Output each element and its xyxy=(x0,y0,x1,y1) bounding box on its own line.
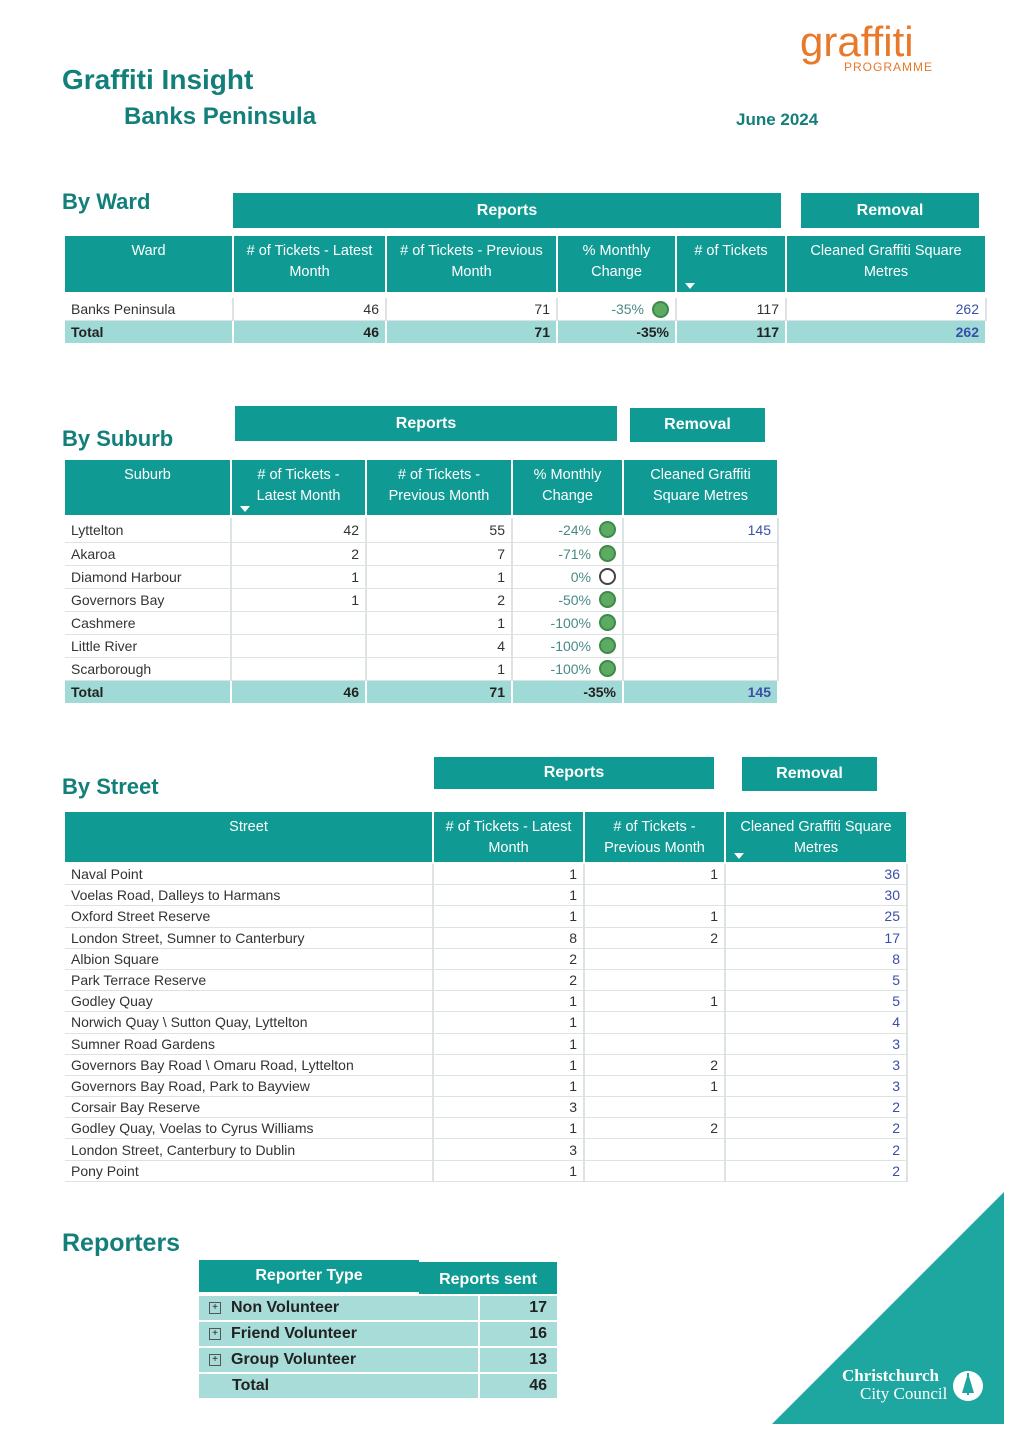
expand-icon[interactable]: + xyxy=(209,1302,221,1314)
cell-previous xyxy=(584,1160,725,1181)
sort-desc-icon xyxy=(240,506,250,512)
cell-change: -100% xyxy=(512,611,623,634)
table-row[interactable] xyxy=(65,1160,907,1181)
cell-change: -71% xyxy=(512,542,623,565)
table-row[interactable] xyxy=(65,991,907,1012)
table-row[interactable] xyxy=(65,1118,907,1139)
table-row[interactable] xyxy=(65,565,778,588)
col-header-cleaned[interactable]: Cleaned Graffiti Square Metres xyxy=(623,460,778,515)
total-latest: 46 xyxy=(231,680,366,703)
col-header-change[interactable]: % Monthly Change xyxy=(512,460,623,515)
street-name: Corsair Bay Reserve xyxy=(65,1097,433,1118)
council-name-line2: City Council xyxy=(860,1384,948,1403)
table-row[interactable] xyxy=(65,1012,907,1033)
table-row[interactable] xyxy=(65,864,907,885)
total-row xyxy=(199,1373,557,1399)
ward-removal-banner: Removal xyxy=(801,193,979,228)
cell-cleaned: 5 xyxy=(725,969,907,990)
expand-icon[interactable]: + xyxy=(209,1328,221,1340)
reporter-type: Friend Volunteer xyxy=(231,1325,357,1342)
col-header-street[interactable]: Street xyxy=(65,812,433,862)
cell-latest: 8 xyxy=(433,927,584,948)
suburb-name: Lyttelton xyxy=(65,518,231,542)
suburb-reports-banner: Reports xyxy=(235,406,617,441)
cell-previous xyxy=(584,885,725,906)
cell-cleaned: 5 xyxy=(725,991,907,1012)
col-header-tickets[interactable]: # of Tickets xyxy=(676,236,786,292)
cell-latest: 1 xyxy=(433,885,584,906)
street-name: Governors Bay Road, Park to Bayview xyxy=(65,1075,433,1096)
total-label: Total xyxy=(65,321,233,344)
cell-previous: 7 xyxy=(366,542,512,565)
graffiti-programme-logo xyxy=(800,20,940,74)
cell-previous: 2 xyxy=(584,927,725,948)
suburb-name: Little River xyxy=(65,634,231,657)
cell-cleaned: 25 xyxy=(725,906,907,927)
cell-cleaned xyxy=(623,611,778,634)
table-row[interactable] xyxy=(65,1097,907,1118)
cell-cleaned: 36 xyxy=(725,864,907,885)
suburb-name: Scarborough xyxy=(65,657,231,680)
total-label: Total xyxy=(65,680,231,703)
sort-desc-icon xyxy=(685,283,695,289)
cell-cleaned xyxy=(623,565,778,588)
section-title-suburb: By Suburb xyxy=(62,426,174,451)
cell-previous xyxy=(584,1139,725,1160)
section-title-ward: By Ward xyxy=(62,189,151,214)
reports-sent: 13 xyxy=(479,1347,557,1373)
street-name: Albion Square xyxy=(65,948,433,969)
table-row[interactable] xyxy=(65,657,778,680)
street-name: Pony Point xyxy=(65,1160,433,1181)
cell-latest: 2 xyxy=(231,542,366,565)
page-title: Graffiti Insight xyxy=(62,64,254,95)
col-header-previous[interactable]: # of Tickets - Previous Month xyxy=(386,236,557,292)
change-indicator-icon xyxy=(599,521,616,538)
street-name: Godley Quay xyxy=(65,991,433,1012)
cell-change: -100% xyxy=(512,634,623,657)
cell-latest xyxy=(231,634,366,657)
cell-tickets: 117 xyxy=(676,298,786,321)
cell-cleaned: 3 xyxy=(725,1054,907,1075)
table-row[interactable] xyxy=(65,969,907,990)
cell-latest: 1 xyxy=(231,588,366,611)
change-indicator-icon xyxy=(599,591,616,608)
table-row[interactable] xyxy=(65,1075,907,1096)
table-row[interactable] xyxy=(199,1321,557,1347)
reporter-type: Group Volunteer xyxy=(231,1351,357,1368)
cell-latest: 3 xyxy=(433,1139,584,1160)
cell-cleaned: 17 xyxy=(725,927,907,948)
cell-change: -24% xyxy=(512,518,623,542)
cell-previous xyxy=(584,1012,725,1033)
change-indicator-icon xyxy=(652,301,669,318)
section-title-reporters: Reporters xyxy=(62,1229,181,1257)
suburb-name: Diamond Harbour xyxy=(65,565,231,588)
reporters-table xyxy=(199,1296,557,1400)
street-name: Governors Bay Road \ Omaru Road, Lyttelton xyxy=(65,1054,433,1075)
cell-previous: 1 xyxy=(584,1075,725,1096)
expand-icon[interactable]: + xyxy=(209,1354,221,1366)
street-name: Sumner Road Gardens xyxy=(65,1033,433,1054)
reports-sent: 16 xyxy=(479,1321,557,1347)
table-row[interactable] xyxy=(65,1054,907,1075)
change-indicator-icon xyxy=(599,637,616,654)
cell-latest xyxy=(231,657,366,680)
street-name: London Street, Sumner to Canterbury xyxy=(65,927,433,948)
cell-previous: 2 xyxy=(584,1118,725,1139)
cell-latest: 46 xyxy=(233,298,386,321)
cell-latest: 2 xyxy=(433,948,584,969)
cell-latest: 1 xyxy=(433,906,584,927)
cell-cleaned: 145 xyxy=(623,518,778,542)
cell-change: -35% xyxy=(557,298,676,321)
street-table xyxy=(65,812,908,1182)
table-row[interactable] xyxy=(65,948,907,969)
cell-previous: 1 xyxy=(584,991,725,1012)
cell-cleaned: 8 xyxy=(725,948,907,969)
change-indicator-icon xyxy=(599,614,616,631)
total-row xyxy=(65,680,778,703)
table-row[interactable] xyxy=(65,927,907,948)
cell-latest: 1 xyxy=(433,864,584,885)
suburb-name: Akaroa xyxy=(65,542,231,565)
cell-previous: 55 xyxy=(366,518,512,542)
table-row[interactable] xyxy=(199,1347,557,1373)
cell-previous xyxy=(584,948,725,969)
total-change: -35% xyxy=(512,680,623,703)
cell-previous: 1 xyxy=(366,611,512,634)
total-cleaned: 145 xyxy=(623,680,778,703)
cell-cleaned: 4 xyxy=(725,1012,907,1033)
cell-cleaned xyxy=(623,657,778,680)
col-header-latest[interactable]: # of Tickets - Latest Month xyxy=(231,460,366,515)
change-indicator-icon xyxy=(599,568,616,585)
suburb-table xyxy=(65,460,779,703)
table-row[interactable] xyxy=(65,1033,907,1054)
table-row[interactable] xyxy=(65,518,778,542)
cell-cleaned xyxy=(623,588,778,611)
reporters-header-type[interactable]: Reporter Type xyxy=(199,1260,419,1292)
street-reports-banner: Reports xyxy=(434,757,714,789)
cell-latest: 1 xyxy=(433,991,584,1012)
col-header-latest[interactable]: # of Tickets - Latest Month xyxy=(433,812,584,862)
total-sent: 46 xyxy=(479,1373,557,1399)
col-header-cleaned[interactable]: Cleaned Graffiti Square Metres xyxy=(786,236,986,292)
col-header-previous[interactable]: # of Tickets - Previous Month xyxy=(366,460,512,515)
ward-reports-banner: Reports xyxy=(233,193,781,228)
cell-cleaned: 30 xyxy=(725,885,907,906)
cell-previous: 2 xyxy=(366,588,512,611)
ward-table xyxy=(65,236,987,343)
cell-latest: 3 xyxy=(433,1097,584,1118)
report-date: June 2024 xyxy=(736,110,819,129)
col-header-change[interactable]: % Monthly Change xyxy=(557,236,676,292)
council-logo xyxy=(842,1367,947,1403)
cell-previous: 4 xyxy=(366,634,512,657)
cell-cleaned: 2 xyxy=(725,1118,907,1139)
table-row[interactable] xyxy=(65,1139,907,1160)
col-header-ward[interactable]: Ward xyxy=(65,236,233,292)
ward-name: Banks Peninsula xyxy=(65,298,233,321)
total-label: Total xyxy=(199,1373,479,1399)
cell-previous: 1 xyxy=(584,864,725,885)
street-name: Naval Point xyxy=(65,864,433,885)
change-indicator-icon xyxy=(599,660,616,677)
cell-previous: 1 xyxy=(366,565,512,588)
logo-wordmark: graffiti xyxy=(800,18,914,65)
col-header-latest[interactable]: # of Tickets - Latest Month xyxy=(233,236,386,292)
sort-desc-icon xyxy=(734,853,744,859)
cell-latest: 1 xyxy=(433,1118,584,1139)
cell-previous: 1 xyxy=(366,657,512,680)
total-previous: 71 xyxy=(366,680,512,703)
total-row xyxy=(65,321,986,344)
table-row[interactable] xyxy=(65,906,907,927)
col-header-previous[interactable]: # of Tickets - Previous Month xyxy=(584,812,725,862)
cell-cleaned: 3 xyxy=(725,1075,907,1096)
suburb-name: Governors Bay xyxy=(65,588,231,611)
total-latest: 46 xyxy=(233,321,386,344)
cell-cleaned: 2 xyxy=(725,1097,907,1118)
cell-latest: 2 xyxy=(433,969,584,990)
cell-latest: 1 xyxy=(433,1160,584,1181)
council-emblem-icon xyxy=(950,1369,986,1403)
cell-previous xyxy=(584,969,725,990)
cell-cleaned: 2 xyxy=(725,1160,907,1181)
table-row[interactable] xyxy=(65,611,778,634)
cell-change: -100% xyxy=(512,657,623,680)
table-row[interactable] xyxy=(65,542,778,565)
council-name-line1: Christchurch xyxy=(842,1366,939,1385)
reporters-header-sent[interactable]: Reports sent xyxy=(419,1262,557,1294)
cell-previous: 1 xyxy=(584,906,725,927)
cell-previous: 71 xyxy=(386,298,557,321)
cell-latest: 42 xyxy=(231,518,366,542)
reporter-type: Non Volunteer xyxy=(231,1299,340,1316)
table-row[interactable] xyxy=(65,588,778,611)
total-cleaned: 262 xyxy=(786,321,986,344)
cell-cleaned: 262 xyxy=(786,298,986,321)
table-row[interactable] xyxy=(65,885,907,906)
cell-previous xyxy=(584,1097,725,1118)
table-row[interactable] xyxy=(65,298,986,321)
street-name: Park Terrace Reserve xyxy=(65,969,433,990)
cell-latest: 1 xyxy=(433,1033,584,1054)
cell-latest: 1 xyxy=(433,1054,584,1075)
section-title-street: By Street xyxy=(62,774,159,799)
cell-previous: 2 xyxy=(584,1054,725,1075)
col-header-cleaned[interactable]: Cleaned Graffiti Square Metres xyxy=(725,812,907,862)
street-name: London Street, Canterbury to Dublin xyxy=(65,1139,433,1160)
cell-latest xyxy=(231,611,366,634)
cell-change: -50% xyxy=(512,588,623,611)
total-change: -35% xyxy=(557,321,676,344)
suburb-name: Cashmere xyxy=(65,611,231,634)
logo-subtext: PROGRAMME xyxy=(844,60,934,74)
total-previous: 71 xyxy=(386,321,557,344)
street-name: Godley Quay, Voelas to Cyrus Williams xyxy=(65,1118,433,1139)
change-indicator-icon xyxy=(599,545,616,562)
col-header-suburb[interactable]: Suburb xyxy=(65,460,231,515)
cell-previous xyxy=(584,1033,725,1054)
street-removal-banner: Removal xyxy=(742,757,877,791)
reports-sent: 17 xyxy=(479,1296,557,1321)
total-tickets: 117 xyxy=(676,321,786,344)
cell-change: 0% xyxy=(512,565,623,588)
page-subtitle: Banks Peninsula xyxy=(124,103,317,130)
cell-latest: 1 xyxy=(231,565,366,588)
cell-latest: 1 xyxy=(433,1075,584,1096)
cell-cleaned xyxy=(623,542,778,565)
suburb-removal-banner: Removal xyxy=(630,408,765,442)
table-row[interactable] xyxy=(199,1296,557,1321)
table-row[interactable] xyxy=(65,634,778,657)
cell-latest: 1 xyxy=(433,1012,584,1033)
street-name: Voelas Road, Dalleys to Harmans xyxy=(65,885,433,906)
cell-cleaned xyxy=(623,634,778,657)
street-name: Oxford Street Reserve xyxy=(65,906,433,927)
cell-cleaned: 2 xyxy=(725,1139,907,1160)
street-name: Norwich Quay \ Sutton Quay, Lyttelton xyxy=(65,1012,433,1033)
cell-cleaned: 3 xyxy=(725,1033,907,1054)
